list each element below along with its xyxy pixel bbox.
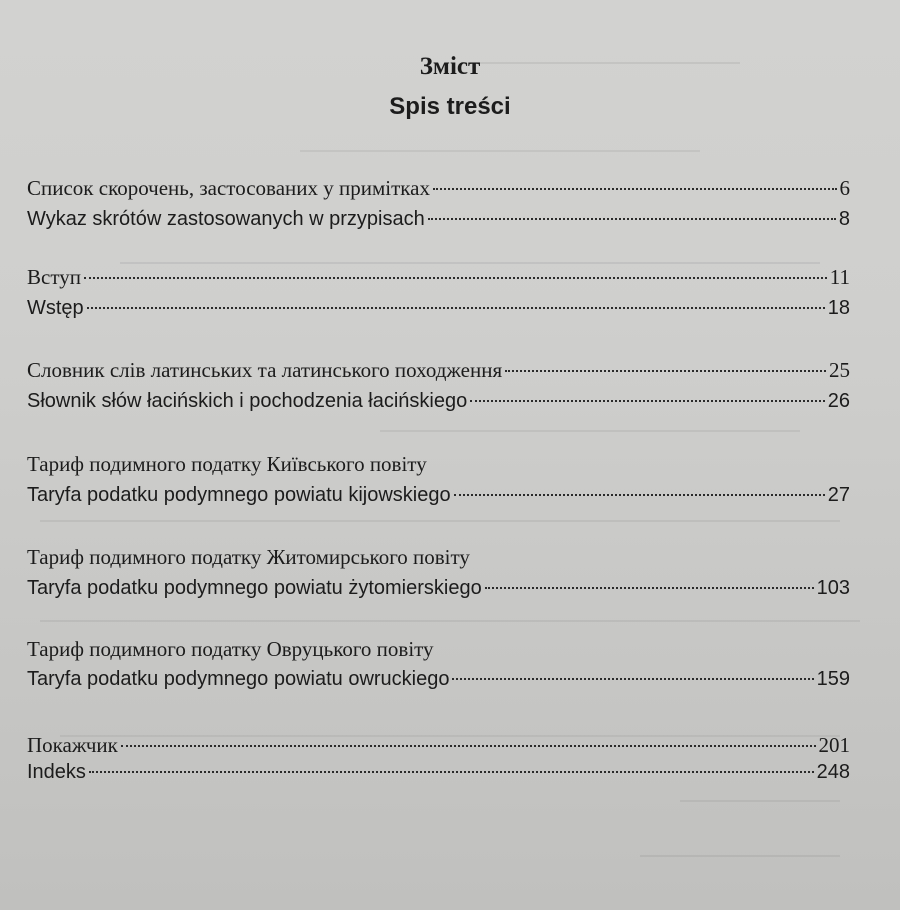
toc-page-number: 6	[839, 176, 850, 200]
toc-entry[interactable]	[27, 173, 850, 203]
toc-page-number: 18	[827, 297, 850, 319]
toc-leader-dots	[84, 277, 827, 279]
toc-entry-label: Тариф подимного податку Овруцького повіту	[27, 637, 434, 661]
toc-entry-label: Wykaz skrótów zastosowanych w przypisach	[27, 208, 425, 230]
toc-leader-dots	[485, 587, 814, 589]
toc-leader-dots	[428, 218, 836, 220]
toc-entry-label: Taryfa podatku podymnego powiatu żytomierskiego	[27, 577, 482, 599]
toc-leader-dots	[433, 188, 837, 190]
page-title-polish: Spis treści	[389, 93, 511, 120]
toc-entry-label: Словник слів латинських та латинського походження	[27, 358, 503, 382]
toc-page-number: 26	[827, 390, 850, 412]
toc-entry[interactable]	[27, 355, 850, 385]
toc-entry[interactable]	[27, 542, 850, 572]
toc-entry-label: Indeks	[27, 761, 86, 783]
toc-entry[interactable]	[27, 480, 850, 510]
toc-page-number: 248	[816, 761, 850, 783]
toc-page-number: 27	[827, 484, 850, 506]
toc-entry-label: Taryfa podatku podymnego powiatu kijowskiego	[27, 484, 451, 506]
toc-entry[interactable]	[27, 573, 850, 603]
toc-entry[interactable]	[27, 262, 850, 292]
bleed-through-line	[300, 150, 700, 152]
toc-entry-label: Тариф подимного податку Житомирського повіту	[27, 545, 470, 569]
toc-leader-dots	[470, 400, 825, 402]
toc-page-number: 103	[816, 577, 850, 599]
toc-entry-label: Taryfa podatku podymnego powiatu owruckiego	[27, 668, 450, 690]
bleed-through-line	[380, 430, 800, 432]
toc-entry[interactable]	[27, 664, 850, 694]
toc-entry[interactable]	[27, 634, 850, 664]
toc-page-number: 8	[838, 208, 850, 230]
toc-entry[interactable]	[27, 204, 850, 234]
toc-leader-dots	[89, 771, 814, 773]
page-title-ukrainian: Зміст	[419, 53, 481, 80]
toc-page-number: 11	[829, 265, 850, 289]
toc-page-number: 159	[816, 668, 850, 690]
toc-leader-dots	[121, 745, 816, 747]
bleed-through-line	[640, 855, 840, 857]
toc-entry-label: Wstęp	[27, 297, 84, 319]
toc-entry[interactable]	[27, 293, 850, 323]
toc-leader-dots	[454, 494, 825, 496]
bleed-through-line	[40, 520, 840, 522]
toc-entry-label: Список скорочень, застосованих у примітках	[27, 176, 430, 200]
toc-page-number: 25	[829, 358, 850, 382]
toc-entry-label: Покажчик	[27, 733, 118, 757]
toc-entry-label: Вступ	[27, 265, 81, 289]
bleed-through-line	[40, 620, 860, 622]
toc-entry-label: Słownik słów łacińskich i pochodzenia łacińskiego	[27, 390, 468, 412]
toc-page-number: 201	[818, 733, 850, 757]
toc-entry-label: Тариф подимного податку Київського повіту	[27, 452, 427, 476]
toc-entry[interactable]	[27, 449, 850, 479]
toc-leader-dots	[87, 307, 825, 309]
toc-entry[interactable]	[27, 757, 850, 787]
toc-leader-dots	[505, 370, 826, 372]
toc-leader-dots	[452, 678, 813, 680]
bleed-through-line	[680, 800, 840, 802]
toc-entry[interactable]	[27, 386, 850, 416]
toc-entry[interactable]	[27, 730, 850, 760]
